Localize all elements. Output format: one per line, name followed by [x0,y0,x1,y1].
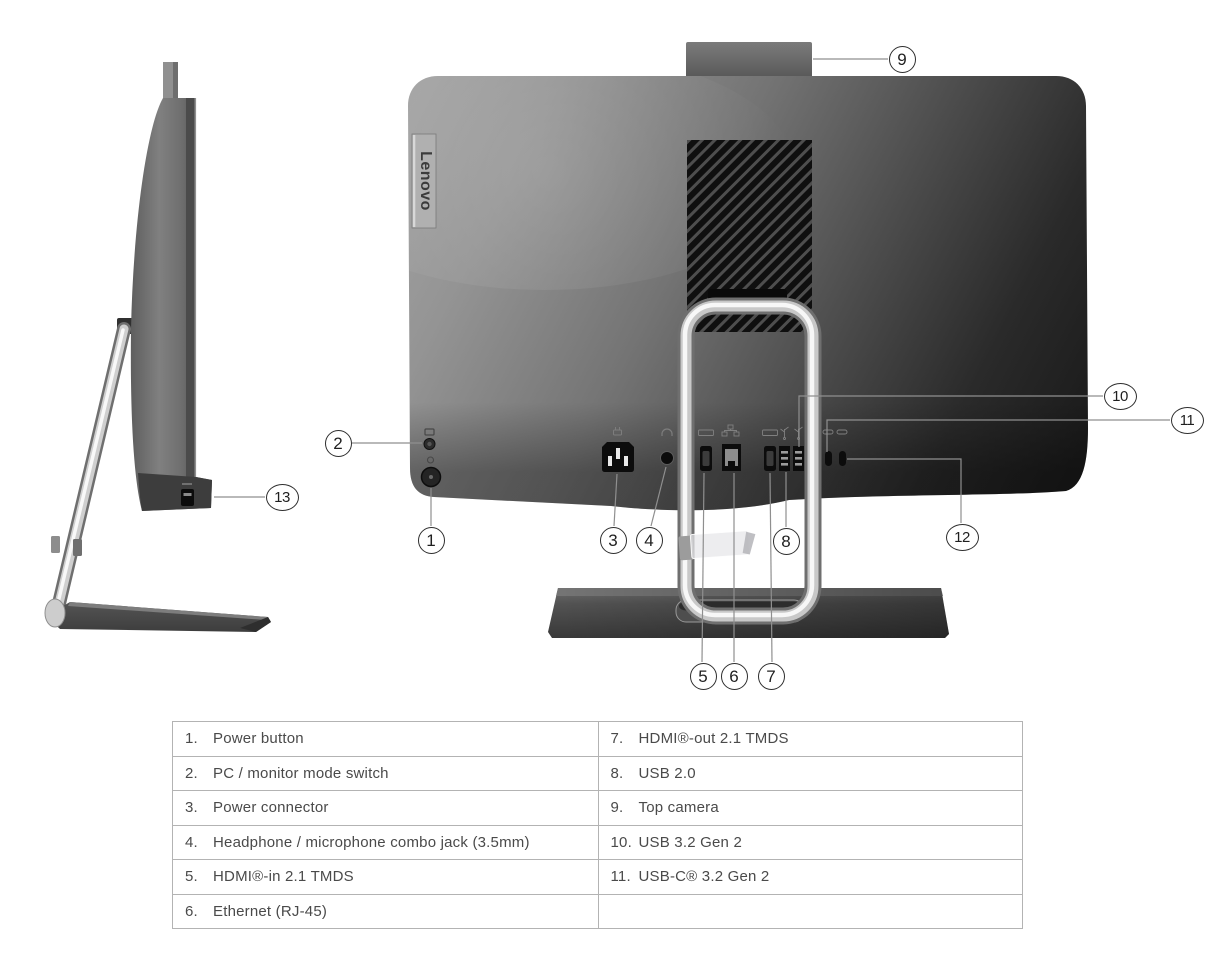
legend-cell [173,895,598,929]
usb-a-port-2 [793,446,804,471]
legend-num: 7. [610,730,624,748]
legend-num: 9. [610,799,624,817]
callout-1: 1 [418,527,445,554]
legend-cell [598,860,1023,894]
mode-switch-dot [427,442,431,446]
side-view [45,62,271,632]
legend-cell [173,826,598,860]
power-button-dot [429,475,433,479]
side-usb-port [181,489,194,506]
legend-num: 2. [185,764,198,782]
lenovo-badge [412,134,436,228]
legend-label: Power button [213,730,304,748]
legend-cell [173,722,598,756]
lenovo-logo-text: Lenovo [417,151,434,211]
callout-12: 12 [946,524,979,551]
side-cable-clip [51,536,60,553]
callout-6: 6 [721,663,748,690]
legend-cell [598,791,1023,825]
inlet-pin [608,456,612,466]
legend-num: 8. [610,764,624,782]
legend-row [173,756,1022,791]
side-monitor-body [131,98,212,511]
legend-label: HDMI®-in 2.1 TMDS [213,868,354,886]
legend-label: HDMI®-out 2.1 TMDS [638,730,789,748]
legend-label: Headphone / microphone combo jack (3.5mm) [213,833,530,851]
legend-label: Ethernet (RJ-45) [213,902,328,920]
legend-row [173,894,1022,929]
callout-3: 3 [600,527,627,554]
callout-5: 5 [690,663,717,690]
legend-cell [598,826,1023,860]
legend-cell [598,895,1023,929]
usb-c-pd-port [839,451,846,466]
legend-label: PC / monitor mode switch [213,764,389,782]
side-cable-clip-2 [73,539,82,556]
legend-label: USB-C® 3.2 Gen 2 [638,868,770,886]
usb-a-port [779,446,790,471]
callout-4: 4 [636,527,663,554]
legend-row [173,825,1022,860]
legend-num: 11. [610,868,631,886]
legend-cell [598,757,1023,791]
legend-label: Power connector [213,799,329,817]
side-usb-tongue [184,493,192,496]
hdmi-out-inner [767,451,774,466]
side-stand-bar [56,329,124,612]
usb-c-port [825,451,832,466]
callout-9: 9 [889,46,916,73]
legend-row [173,790,1022,825]
legend-label: Top camera [638,799,719,817]
ethernet-clip [728,461,735,466]
side-edge-highlight [195,98,197,478]
callout-8: 8 [773,528,800,555]
callout-2: 2 [325,430,352,457]
callout-10: 10 [1104,383,1137,410]
legend-cell [173,791,598,825]
side-base [45,599,271,632]
inlet-pin [616,448,620,459]
side-chin [138,473,212,511]
side-usb-icon [182,483,192,485]
legend-num: 1. [185,730,198,748]
legend-cell [173,860,598,894]
inlet-pin [624,456,628,466]
hdmi-in-inner [703,451,710,466]
callout-7: 7 [758,663,785,690]
legend-cell [173,757,598,791]
callout-11: 11 [1171,407,1204,434]
side-camera-edge [173,62,178,100]
legend-label: USB 2.0 [638,764,696,782]
legend-num: 3. [185,799,198,817]
legend-label: USB 3.2 Gen 2 [638,833,742,851]
callout-13: 13 [266,484,299,511]
legend-num: 6. [185,902,198,920]
legend-num: 4. [185,833,198,851]
legend-num: 5. [185,868,198,886]
legend-row [173,859,1022,894]
legend-row [173,722,1022,756]
headphone-jack [661,452,674,465]
legend-cell [598,722,1023,756]
legend-num: 10. [610,833,632,851]
legend-table [172,721,1023,929]
